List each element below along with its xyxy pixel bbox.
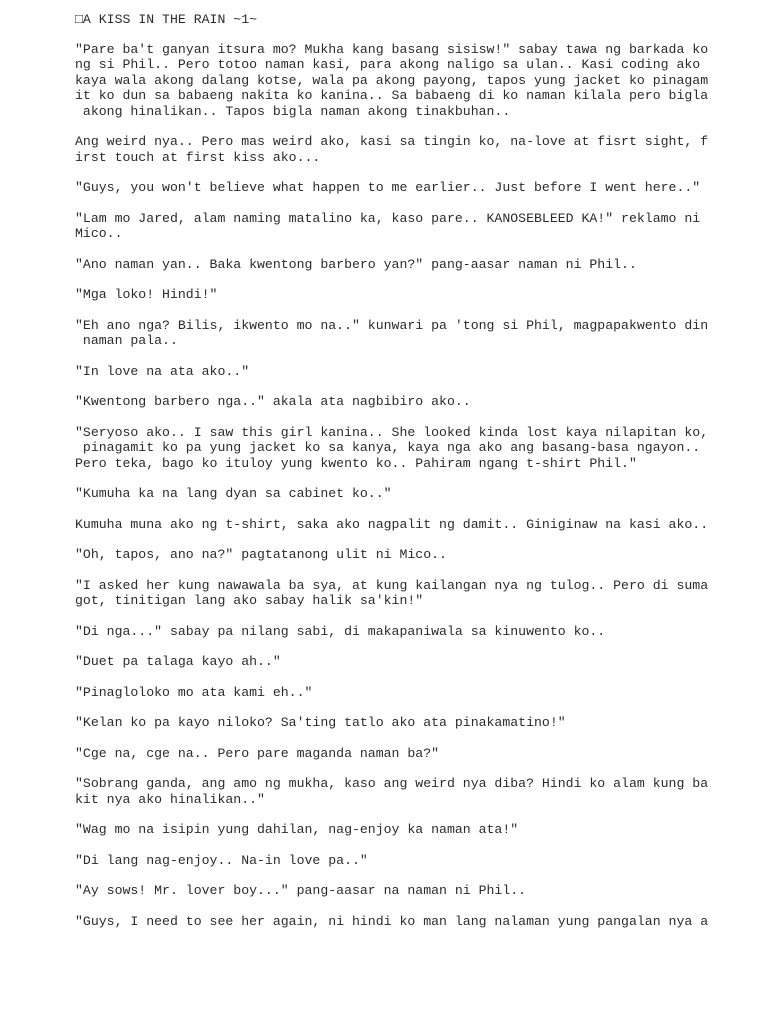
- document-title-text: A KISS IN THE RAIN ~1~: [82, 12, 258, 27]
- text-line: Ang weird nya.. Pero mas weird ako, kasi sa tingin ko, na-love at fisrt sight, f: [75, 134, 709, 149]
- text-line: "In love na ata ako..": [75, 363, 250, 379]
- document-page: [75, 12, 745, 944]
- text-line: "Ay sows! Mr. lover boy..." pang-aasar na naman ni Phil..: [75, 883, 527, 898]
- text-line: "Guys, I need to see her again, ni hindi ko man lang nalaman yung pangalan nya a: [75, 913, 709, 929]
- text-line: "Mga loko! Hindi!": [75, 287, 218, 302]
- text-line: "Kwentong barbero nga.." akala ata nagbibiro ako..: [75, 394, 471, 409]
- paragraph: [75, 287, 745, 303]
- text-line: Kumuha muna ako ng t-shirt, saka ako nagpalit ng damit.. Giniginaw na kasi ako..: [75, 516, 709, 532]
- text-line: ng si Phil.. Pero totoo naman kasi, para akong naligo sa ulan.. Kasi coding ako: [75, 57, 701, 72]
- text-line: "Kumuha ka na lang dyan sa cabinet ko..": [75, 486, 392, 501]
- paragraph: [75, 257, 745, 273]
- paragraph: [75, 547, 745, 563]
- paragraph: [75, 42, 745, 120]
- paragraph: [75, 685, 745, 701]
- paragraph: [75, 654, 745, 670]
- paragraph: [75, 776, 745, 807]
- paragraph: [75, 425, 745, 472]
- text-line: "Seryoso ako.. I saw this girl kanina.. She looked kinda lost kaya nilapitan ko,: [75, 424, 709, 440]
- text-line: "Di nga..." sabay pa nilang sabi, di makapaniwala sa kinuwento ko..: [75, 623, 606, 639]
- paragraph: [75, 394, 745, 410]
- text-line: "Cge na, cge na.. Pero pare maganda naman ba?": [75, 745, 440, 761]
- text-line: it ko dun sa babaeng nakita ko kanina.. Sa babaeng di ko naman kilala pero bigla: [75, 88, 709, 103]
- paragraph: [75, 318, 745, 349]
- text-line: got, tinitigan lang ako sabay halik sa'kin!": [75, 593, 424, 608]
- paragraph: [75, 578, 745, 609]
- document-title: [75, 12, 745, 28]
- paragraph: [75, 180, 745, 196]
- text-line: "Pinagloloko mo ata kami eh..": [75, 684, 313, 700]
- text-line: kit nya ako hinalikan..": [75, 791, 265, 807]
- paragraph: [75, 715, 745, 731]
- text-line: "Duet pa talaga kayo ah..": [75, 654, 281, 669]
- text-line: "Oh, tapos, ano na?" pagtatanong ulit ni Mico..: [75, 547, 447, 562]
- paragraph: [75, 822, 745, 838]
- text-line: "Wag mo na isipin yung dahilan, nag-enjoy ka naman ata!": [75, 822, 519, 837]
- text-line: "Pare ba't ganyan itsura mo? Mukha kang basang sisisw!" sabay tawa ng barkada ko: [75, 41, 709, 57]
- text-line: "Eh ano nga? Bilis, ikwento mo na.." kunwari pa 'tong si Phil, magpapakwento din: [75, 317, 709, 333]
- text-line: "Sobrang ganda, ang amo ng mukha, kaso ang weird nya diba? Hindi ko alam kung ba: [75, 776, 709, 791]
- paragraph: [75, 364, 745, 380]
- text-line: kaya wala akong dalang kotse, wala pa akong payong, tapos yung jacket ko pinagam: [75, 72, 709, 88]
- text-line: "Di lang nag-enjoy.. Na-in love pa..": [75, 852, 368, 868]
- text-line: "Lam mo Jared, alam naming matalino ka, kaso pare.. KANOSEBLEED KA!" reklamo ni: [75, 210, 701, 226]
- text-line: naman pala..: [75, 333, 178, 348]
- text-line: "I asked her kung nawawala ba sya, at kung kailangan nya ng tulog.. Pero di suma: [75, 577, 709, 593]
- paragraph: [75, 914, 745, 930]
- paragraph: [75, 853, 745, 869]
- text-line: pinagamit ko pa yung jacket ko sa kanya, kaya nga ako ang basang-basa ngayon..: [75, 440, 701, 455]
- missing-glyph-icon: □: [75, 12, 83, 27]
- paragraph: [75, 486, 745, 502]
- paragraph: [75, 883, 745, 899]
- text-line: irst touch at first kiss ako...: [75, 149, 321, 165]
- paragraph: [75, 517, 745, 533]
- paragraph: [75, 746, 745, 762]
- text-line: "Kelan ko pa kayo niloko? Sa'ting tatlo ako ata pinakamatino!": [75, 715, 566, 730]
- paragraph: [75, 211, 745, 242]
- document-body: [75, 42, 745, 930]
- text-line: "Ano naman yan.. Baka kwentong barbero yan?" pang-aasar naman ni Phil..: [75, 256, 637, 272]
- text-line: akong hinalikan.. Tapos bigla naman akong tinakbuhan..: [75, 103, 511, 119]
- text-line: "Guys, you won't believe what happen to me earlier.. Just before I went here..": [75, 180, 701, 195]
- paragraph: [75, 134, 745, 165]
- paragraph: [75, 624, 745, 640]
- text-line: Mico..: [75, 226, 123, 241]
- text-line: Pero teka, bago ko ituloy yung kwento ko.. Pahiram ngang t-shirt Phil.": [75, 455, 637, 471]
